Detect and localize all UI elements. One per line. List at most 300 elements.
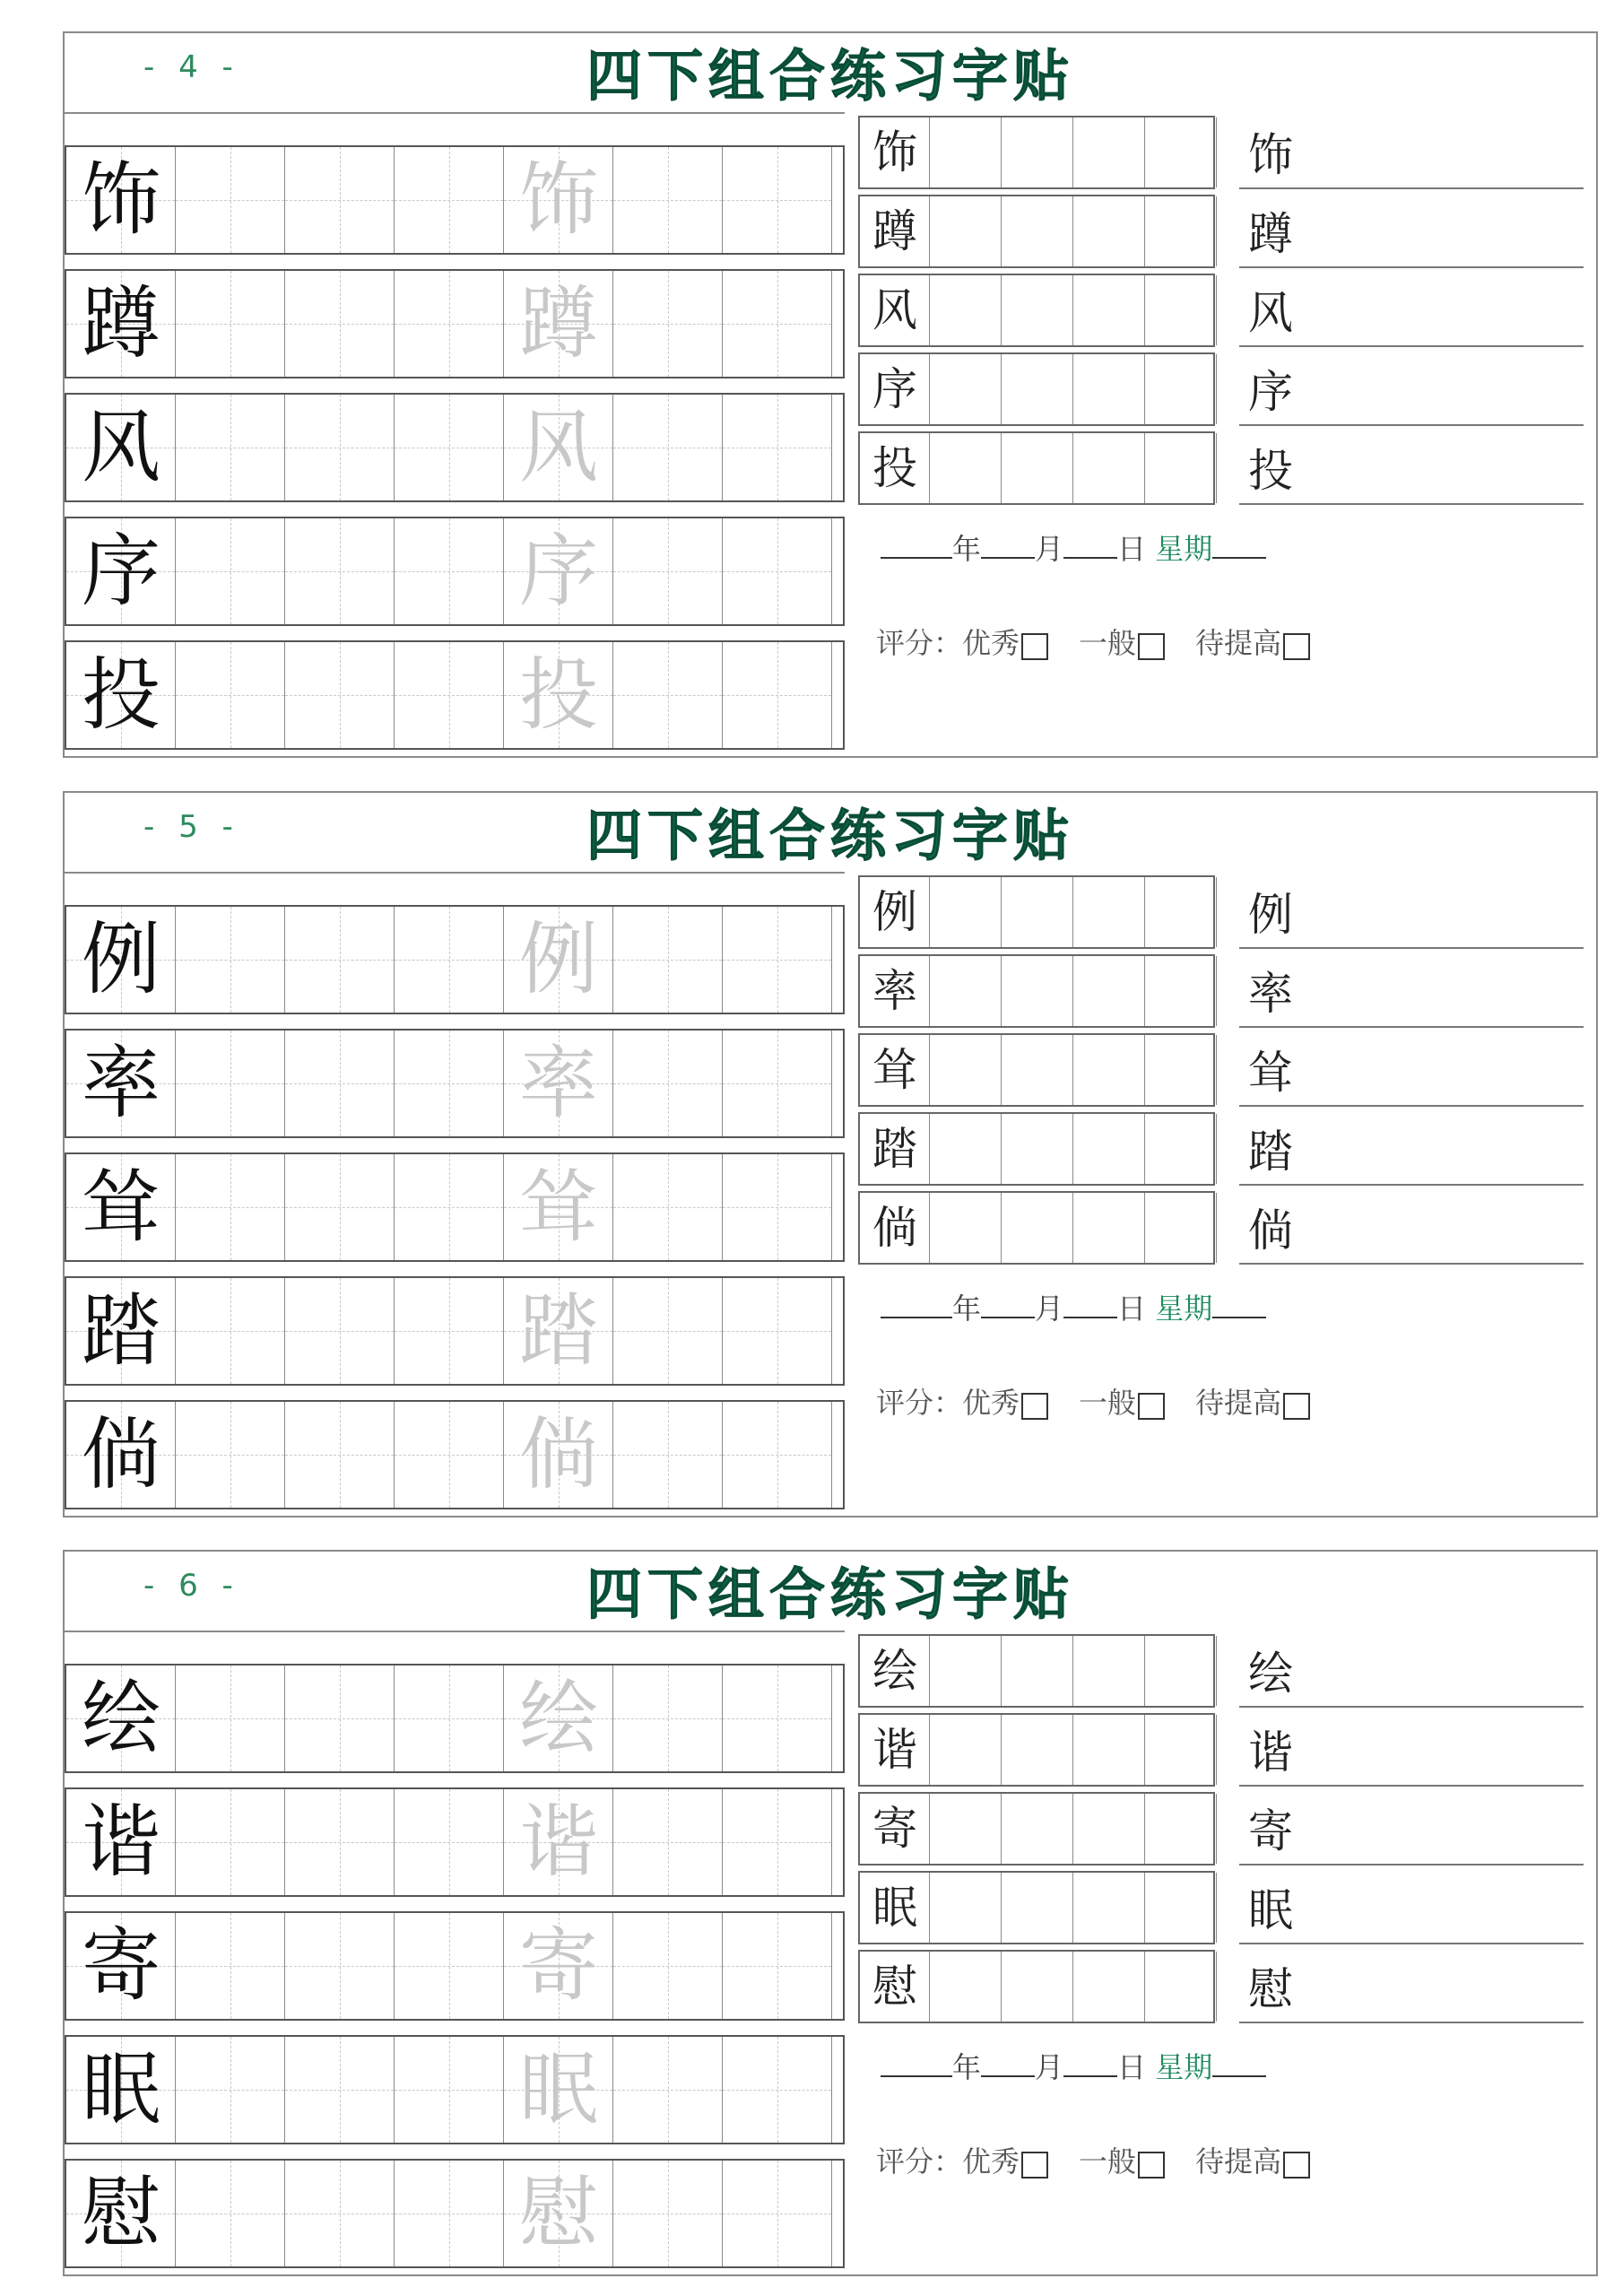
model-character: 饰 xyxy=(81,153,161,246)
trace-character: 耸 xyxy=(518,1161,598,1253)
small-writing-cell[interactable] xyxy=(930,1114,1002,1184)
lined-model-character: 率 xyxy=(1248,968,1293,1020)
small-model-character: 风 xyxy=(872,284,917,336)
lined-model-character: 慰 xyxy=(1248,1963,1293,2015)
small-writing-cell[interactable] xyxy=(930,1873,1002,1943)
weekday-blank[interactable] xyxy=(1212,2052,1266,2077)
small-writing-cell[interactable] xyxy=(1002,1636,1073,1706)
writing-cell[interactable] xyxy=(176,1913,285,2019)
trace-character: 序 xyxy=(518,525,598,617)
practice-row xyxy=(65,1911,845,2021)
small-practice-row xyxy=(858,1634,1215,1708)
writing-cell[interactable] xyxy=(395,642,504,748)
year-label: 年 xyxy=(952,532,982,566)
small-writing-cell[interactable] xyxy=(930,433,1002,503)
small-practice-row xyxy=(858,875,1215,949)
writing-cell[interactable] xyxy=(395,1402,504,1508)
model-character: 倘 xyxy=(81,1408,161,1500)
small-writing-cell[interactable] xyxy=(1145,1636,1217,1706)
small-writing-cell[interactable] xyxy=(1073,1114,1145,1184)
model-character: 蹲 xyxy=(81,277,161,370)
practice-sheet xyxy=(63,1550,1598,2276)
lined-model-character: 耸 xyxy=(1248,1047,1293,1099)
writing-cell[interactable] xyxy=(723,271,832,377)
writing-cell[interactable] xyxy=(285,1031,395,1136)
lined-writing-row[interactable] xyxy=(1239,116,1584,189)
small-writing-cell[interactable] xyxy=(1073,1715,1145,1785)
small-model-character: 踏 xyxy=(872,1123,917,1175)
small-writing-cell[interactable] xyxy=(1073,354,1145,424)
day-blank[interactable] xyxy=(1063,534,1117,559)
improve-label: 待提高 xyxy=(1195,626,1282,660)
small-writing-cell[interactable] xyxy=(930,877,1002,947)
writing-cell[interactable] xyxy=(395,2161,504,2266)
small-model-character: 投 xyxy=(872,442,917,494)
writing-cell[interactable] xyxy=(723,1665,832,1771)
small-writing-cell[interactable] xyxy=(1145,1193,1217,1263)
model-character: 序 xyxy=(81,525,161,617)
year-label: 年 xyxy=(952,2050,982,2084)
model-character: 绘 xyxy=(81,1672,161,1764)
small-writing-cell[interactable] xyxy=(1073,1193,1145,1263)
writing-cell[interactable] xyxy=(723,1789,832,1895)
average-checkbox[interactable] xyxy=(1138,1393,1165,1420)
writing-cell[interactable] xyxy=(285,907,395,1013)
writing-cell[interactable] xyxy=(613,395,723,500)
date-line xyxy=(881,1286,1266,1327)
writing-cell[interactable] xyxy=(176,1154,285,1260)
small-writing-cell[interactable] xyxy=(930,354,1002,424)
day-label: 日 xyxy=(1117,532,1147,566)
score-line xyxy=(876,2139,1341,2180)
writing-cell[interactable] xyxy=(176,1278,285,1384)
small-writing-cell[interactable] xyxy=(1145,117,1217,187)
practice-row xyxy=(65,1029,845,1138)
practice-row xyxy=(65,905,845,1014)
writing-cell[interactable] xyxy=(723,1402,832,1508)
model-character: 率 xyxy=(81,1037,161,1129)
improve-checkbox[interactable] xyxy=(1283,2152,1310,2179)
writing-cell[interactable] xyxy=(395,2037,504,2143)
small-writing-cell[interactable] xyxy=(1002,1193,1073,1263)
writing-cell[interactable] xyxy=(613,1278,723,1384)
small-writing-cell[interactable] xyxy=(1002,1715,1073,1785)
small-writing-cell[interactable] xyxy=(1073,877,1145,947)
small-writing-cell[interactable] xyxy=(930,117,1002,187)
page-number: - 5 - xyxy=(143,809,240,845)
weekday-label: 星期 xyxy=(1155,532,1213,566)
lined-writing-row[interactable] xyxy=(1239,1033,1584,1107)
small-writing-cell[interactable] xyxy=(1002,1873,1073,1943)
writing-cell[interactable] xyxy=(285,1402,395,1508)
trace-character: 投 xyxy=(518,648,598,741)
lined-model-character: 饰 xyxy=(1248,129,1293,181)
small-practice-row xyxy=(858,274,1215,347)
lined-model-character: 蹲 xyxy=(1248,208,1293,260)
writing-cell[interactable] xyxy=(176,147,285,253)
small-practice-row xyxy=(858,1112,1215,1186)
weekday-blank[interactable] xyxy=(1212,534,1266,559)
month-blank[interactable] xyxy=(981,1293,1035,1318)
improve-checkbox[interactable] xyxy=(1283,633,1310,660)
small-writing-cell[interactable] xyxy=(930,196,1002,266)
writing-cell[interactable] xyxy=(176,907,285,1013)
small-model-character: 倘 xyxy=(872,1202,917,1254)
writing-cell[interactable] xyxy=(613,1154,723,1260)
small-practice-row xyxy=(858,431,1215,505)
page-number: - 6 - xyxy=(143,1568,240,1604)
trace-character: 倘 xyxy=(518,1408,598,1500)
score-label: 评分： xyxy=(876,626,963,660)
small-practice-row xyxy=(858,954,1215,1028)
lined-model-character: 踏 xyxy=(1248,1126,1293,1178)
lined-writing-row[interactable] xyxy=(1239,1634,1584,1708)
writing-cell[interactable] xyxy=(613,1913,723,2019)
sheet-title: 四下组合练习字贴 xyxy=(586,43,1074,109)
writing-cell[interactable] xyxy=(613,2037,723,2143)
practice-row xyxy=(65,640,845,750)
trace-character: 例 xyxy=(518,913,598,1005)
average-checkbox[interactable] xyxy=(1138,2152,1165,2179)
small-writing-cell[interactable] xyxy=(1002,1794,1073,1864)
small-practice-row xyxy=(858,195,1215,268)
model-character: 寄 xyxy=(81,1919,161,2012)
writing-cell[interactable] xyxy=(613,2161,723,2266)
lined-model-character: 风 xyxy=(1248,287,1293,339)
small-model-character: 谐 xyxy=(872,1724,917,1776)
writing-cell[interactable] xyxy=(395,147,504,253)
small-writing-cell[interactable] xyxy=(930,1193,1002,1263)
writing-cell[interactable] xyxy=(285,1789,395,1895)
improve-label: 待提高 xyxy=(1195,1386,1282,1420)
excellent-checkbox[interactable] xyxy=(1021,633,1048,660)
writing-cell[interactable] xyxy=(395,1789,504,1895)
writing-cell[interactable] xyxy=(285,642,395,748)
small-writing-cell[interactable] xyxy=(1073,433,1145,503)
model-character: 眠 xyxy=(81,2043,161,2135)
small-writing-cell[interactable] xyxy=(1002,956,1073,1026)
excellent-checkbox[interactable] xyxy=(1021,2152,1048,2179)
average-label: 一般 xyxy=(1079,1386,1137,1420)
small-writing-cell[interactable] xyxy=(1145,956,1217,1026)
small-practice-row xyxy=(858,352,1215,426)
lined-writing-row[interactable] xyxy=(1239,1950,1584,2023)
small-model-character: 慰 xyxy=(872,1961,917,2013)
writing-cell[interactable] xyxy=(613,1665,723,1771)
average-label: 一般 xyxy=(1079,2144,1137,2179)
excellent-label: 优秀 xyxy=(962,2144,1020,2179)
small-writing-cell[interactable] xyxy=(930,1636,1002,1706)
trace-character: 谐 xyxy=(518,1796,598,1888)
title-divider xyxy=(65,872,845,874)
writing-cell[interactable] xyxy=(723,1031,832,1136)
small-writing-cell[interactable] xyxy=(1073,1873,1145,1943)
small-writing-cell[interactable] xyxy=(1145,1794,1217,1864)
model-character: 慰 xyxy=(81,2167,161,2259)
writing-cell[interactable] xyxy=(613,1789,723,1895)
small-practice-row xyxy=(858,1950,1215,2023)
small-writing-cell[interactable] xyxy=(1073,117,1145,187)
writing-cell[interactable] xyxy=(285,1913,395,2019)
lined-model-character: 序 xyxy=(1248,366,1293,418)
date-line xyxy=(881,526,1266,568)
writing-cell[interactable] xyxy=(395,518,504,624)
lined-writing-row[interactable] xyxy=(1239,1871,1584,1944)
small-writing-cell[interactable] xyxy=(1145,877,1217,947)
average-checkbox[interactable] xyxy=(1138,633,1165,660)
small-writing-cell[interactable] xyxy=(1002,1035,1073,1105)
title-divider xyxy=(65,1631,845,1632)
practice-row xyxy=(65,269,845,378)
small-practice-row xyxy=(858,1713,1215,1787)
model-character: 例 xyxy=(81,913,161,1005)
small-practice-row xyxy=(858,1033,1215,1107)
year-blank[interactable] xyxy=(881,534,952,559)
writing-cell[interactable] xyxy=(723,147,832,253)
small-writing-cell[interactable] xyxy=(1145,1114,1217,1184)
small-writing-cell[interactable] xyxy=(1073,196,1145,266)
practice-row xyxy=(65,2159,845,2268)
writing-cell[interactable] xyxy=(723,2161,832,2266)
writing-cell[interactable] xyxy=(395,1665,504,1771)
practice-row xyxy=(65,145,845,255)
writing-cell[interactable] xyxy=(723,2037,832,2143)
lined-writing-row[interactable] xyxy=(1239,352,1584,426)
small-writing-cell[interactable] xyxy=(1002,1114,1073,1184)
excellent-label: 优秀 xyxy=(962,626,1020,660)
practice-sheet xyxy=(63,31,1598,758)
writing-cell[interactable] xyxy=(285,147,395,253)
small-practice-row xyxy=(858,116,1215,189)
model-character: 耸 xyxy=(81,1161,161,1253)
small-writing-cell[interactable] xyxy=(1002,1952,1073,2022)
small-writing-cell[interactable] xyxy=(930,956,1002,1026)
small-writing-cell[interactable] xyxy=(1145,1952,1217,2022)
score-label: 评分： xyxy=(876,1386,963,1420)
page-number: - 4 - xyxy=(143,49,240,85)
small-writing-cell[interactable] xyxy=(1002,354,1073,424)
small-model-character: 眠 xyxy=(872,1882,917,1934)
trace-character: 慰 xyxy=(518,2167,598,2259)
small-writing-cell[interactable] xyxy=(1073,1952,1145,2022)
lined-writing-row[interactable] xyxy=(1239,1713,1584,1787)
small-writing-cell[interactable] xyxy=(1145,275,1217,345)
month-label: 月 xyxy=(1035,1292,1064,1326)
score-line xyxy=(876,621,1341,662)
trace-character: 蹲 xyxy=(518,277,598,370)
lined-writing-row[interactable] xyxy=(1239,1792,1584,1866)
average-label: 一般 xyxy=(1079,626,1137,660)
writing-cell[interactable] xyxy=(723,1913,832,2019)
model-character: 投 xyxy=(81,648,161,741)
small-model-character: 例 xyxy=(872,886,917,938)
lined-writing-row[interactable] xyxy=(1239,1112,1584,1186)
writing-cell[interactable] xyxy=(176,1031,285,1136)
title-divider xyxy=(65,112,845,114)
year-label: 年 xyxy=(952,1292,982,1326)
small-model-character: 率 xyxy=(872,965,917,1017)
small-practice-row xyxy=(858,1792,1215,1866)
small-model-character: 绘 xyxy=(872,1645,917,1697)
writing-cell[interactable] xyxy=(285,2161,395,2266)
writing-cell[interactable] xyxy=(395,1913,504,2019)
small-practice-row xyxy=(858,1191,1215,1265)
small-writing-cell[interactable] xyxy=(1073,275,1145,345)
writing-cell[interactable] xyxy=(613,147,723,253)
writing-cell[interactable] xyxy=(395,907,504,1013)
small-writing-cell[interactable] xyxy=(1145,1035,1217,1105)
small-writing-cell[interactable] xyxy=(930,1715,1002,1785)
trace-character: 寄 xyxy=(518,1919,598,2012)
trace-character: 饰 xyxy=(518,153,598,246)
practice-row xyxy=(65,1664,845,1773)
writing-cell[interactable] xyxy=(285,2037,395,2143)
year-blank[interactable] xyxy=(881,2052,952,2077)
practice-sheet xyxy=(63,791,1598,1518)
weekday-label: 星期 xyxy=(1155,1292,1213,1326)
writing-cell[interactable] xyxy=(285,271,395,377)
writing-cell[interactable] xyxy=(613,271,723,377)
model-character: 谐 xyxy=(81,1796,161,1888)
lined-model-character: 眠 xyxy=(1248,1884,1293,1936)
writing-cell[interactable] xyxy=(613,1031,723,1136)
trace-character: 率 xyxy=(518,1037,598,1129)
trace-character: 风 xyxy=(518,401,598,493)
writing-cell[interactable] xyxy=(176,1789,285,1895)
small-writing-cell[interactable] xyxy=(1145,433,1217,503)
lined-model-character: 投 xyxy=(1248,445,1293,497)
writing-cell[interactable] xyxy=(723,1278,832,1384)
date-line xyxy=(881,2045,1266,2086)
practice-row xyxy=(65,1787,845,1897)
small-writing-cell[interactable] xyxy=(1073,1794,1145,1864)
writing-cell[interactable] xyxy=(723,395,832,500)
small-model-character: 序 xyxy=(872,363,917,415)
small-writing-cell[interactable] xyxy=(1073,956,1145,1026)
score-label: 评分： xyxy=(876,2144,963,2179)
writing-cell[interactable] xyxy=(613,907,723,1013)
practice-row xyxy=(65,1400,845,1509)
lined-writing-row[interactable] xyxy=(1239,875,1584,949)
writing-cell[interactable] xyxy=(285,1154,395,1260)
score-line xyxy=(876,1380,1341,1422)
small-writing-cell[interactable] xyxy=(930,1952,1002,2022)
lined-model-character: 寄 xyxy=(1248,1805,1293,1857)
small-writing-cell[interactable] xyxy=(1002,117,1073,187)
trace-character: 眠 xyxy=(518,2043,598,2135)
writing-cell[interactable] xyxy=(285,518,395,624)
improve-checkbox[interactable] xyxy=(1283,1393,1310,1420)
sheet-title: 四下组合练习字贴 xyxy=(586,1561,1074,1627)
small-writing-cell[interactable] xyxy=(930,1035,1002,1105)
small-writing-cell[interactable] xyxy=(1073,1636,1145,1706)
small-writing-cell[interactable] xyxy=(930,1794,1002,1864)
lined-model-character: 倘 xyxy=(1248,1205,1293,1257)
small-writing-cell[interactable] xyxy=(1002,275,1073,345)
writing-cell[interactable] xyxy=(613,518,723,624)
trace-character: 踏 xyxy=(518,1284,598,1377)
practice-row xyxy=(65,1152,845,1262)
writing-cell[interactable] xyxy=(176,642,285,748)
writing-cell[interactable] xyxy=(723,642,832,748)
month-blank[interactable] xyxy=(981,534,1035,559)
lined-model-character: 谐 xyxy=(1248,1726,1293,1779)
small-model-character: 寄 xyxy=(872,1803,917,1855)
writing-cell[interactable] xyxy=(613,642,723,748)
small-model-character: 饰 xyxy=(872,126,917,178)
small-model-character: 耸 xyxy=(872,1044,917,1096)
writing-cell[interactable] xyxy=(613,1402,723,1508)
writing-cell[interactable] xyxy=(395,395,504,500)
sheet-title: 四下组合练习字贴 xyxy=(586,803,1074,868)
small-writing-cell[interactable] xyxy=(1145,354,1217,424)
writing-cell[interactable] xyxy=(723,907,832,1013)
writing-cell[interactable] xyxy=(176,1665,285,1771)
day-label: 日 xyxy=(1117,2050,1147,2084)
practice-row xyxy=(65,1276,845,1386)
improve-label: 待提高 xyxy=(1195,2144,1282,2179)
lined-writing-row[interactable] xyxy=(1239,195,1584,268)
small-writing-cell[interactable] xyxy=(1002,433,1073,503)
writing-cell[interactable] xyxy=(285,395,395,500)
writing-cell[interactable] xyxy=(176,2161,285,2266)
practice-row xyxy=(65,393,845,502)
day-blank[interactable] xyxy=(1063,2052,1117,2077)
writing-cell[interactable] xyxy=(176,518,285,624)
day-label: 日 xyxy=(1117,1292,1147,1326)
writing-cell[interactable] xyxy=(395,271,504,377)
excellent-checkbox[interactable] xyxy=(1021,1393,1048,1420)
small-writing-cell[interactable] xyxy=(1002,877,1073,947)
writing-cell[interactable] xyxy=(176,395,285,500)
practice-row xyxy=(65,517,845,626)
small-writing-cell[interactable] xyxy=(1145,196,1217,266)
weekday-blank[interactable] xyxy=(1212,1293,1266,1318)
lined-writing-row[interactable] xyxy=(1239,954,1584,1028)
weekday-label: 星期 xyxy=(1155,2050,1213,2084)
writing-cell[interactable] xyxy=(176,2037,285,2143)
writing-cell[interactable] xyxy=(285,1665,395,1771)
small-writing-cell[interactable] xyxy=(930,275,1002,345)
small-practice-row xyxy=(858,1871,1215,1944)
model-character: 风 xyxy=(81,401,161,493)
lined-model-character: 例 xyxy=(1248,889,1293,941)
small-writing-cell[interactable] xyxy=(1145,1715,1217,1785)
practice-row xyxy=(65,2035,845,2144)
writing-cell[interactable] xyxy=(723,518,832,624)
small-writing-cell[interactable] xyxy=(1002,196,1073,266)
year-blank[interactable] xyxy=(881,1293,952,1318)
writing-cell[interactable] xyxy=(176,271,285,377)
day-blank[interactable] xyxy=(1063,1293,1117,1318)
month-label: 月 xyxy=(1035,2050,1064,2084)
small-writing-cell[interactable] xyxy=(1073,1035,1145,1105)
month-blank[interactable] xyxy=(981,2052,1035,2077)
writing-cell[interactable] xyxy=(395,1154,504,1260)
writing-cell[interactable] xyxy=(723,1154,832,1260)
month-label: 月 xyxy=(1035,532,1064,566)
writing-cell[interactable] xyxy=(285,1278,395,1384)
lined-writing-row[interactable] xyxy=(1239,431,1584,505)
writing-cell[interactable] xyxy=(176,1402,285,1508)
lined-writing-row[interactable] xyxy=(1239,1191,1584,1265)
trace-character: 绘 xyxy=(518,1672,598,1764)
small-writing-cell[interactable] xyxy=(1145,1873,1217,1943)
model-character: 踏 xyxy=(81,1284,161,1377)
lined-writing-row[interactable] xyxy=(1239,274,1584,347)
writing-cell[interactable] xyxy=(395,1278,504,1384)
writing-cell[interactable] xyxy=(395,1031,504,1136)
